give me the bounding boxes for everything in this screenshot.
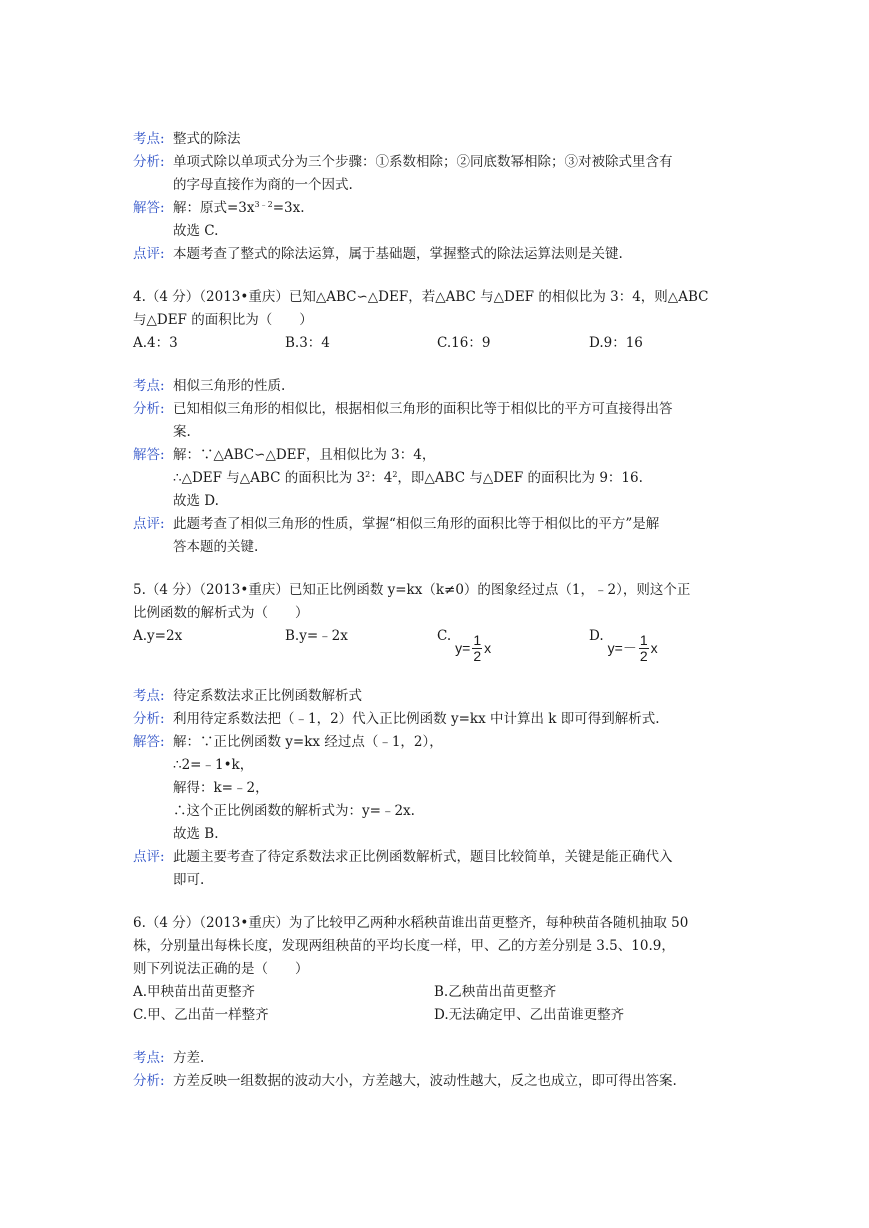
q5-dianping-line-2: 即可. [173,872,205,888]
q4-kaodian-row [133,375,743,398]
q6-stem-line-2: 株，分别量出每株长度，发现两组秧苗的平均长度一样，甲、乙的方差分别是 3.5、10.9， [133,938,675,954]
q6-fenxi-text: 方差反映一组数据的波动大小，方差越大，波动性越大，反之也成立，即可得出答案. [173,1073,677,1089]
q3-jieda-pre: 解：原式=3x [173,200,255,216]
jieda-label: 解答: [133,447,165,463]
fenxi-label: 分析: [133,1073,165,1089]
q6-kaodian-text: 方差. [173,1050,205,1066]
kaodian-label: 考点: [133,688,165,704]
q6-option-d: D.无法确定甲、乙出苗谁更整齐 [434,1007,625,1023]
q4-dianping-row [133,513,743,559]
q4-stem-line-2: 与△DEF 的面积比为（ ） [133,312,313,328]
fraction [639,633,649,664]
jieda-label: 解答: [133,734,165,750]
q4-jieda-line-2 [173,467,743,490]
q4-option-d: D.9：16 [589,335,643,351]
q6-option-c: C.甲、乙出苗一样整齐 [133,1007,269,1023]
dianping-label: 点评: [133,849,165,865]
fraction-denominator: 2 [473,648,482,664]
jieda-label: 解答: [133,200,165,216]
q6-kaodian-row [133,1047,743,1070]
q5-jieda-row [133,731,743,846]
q3-dianping-text: 本题考查了整式的除法运算，属于基础题，掌握整式的除法运算法则是关键. [173,246,623,262]
q4-jieda-row [133,444,743,513]
q5-option-c-formula [455,633,491,664]
formula-lhs: y= [455,640,471,656]
q4-dianping-line-2: 答本题的关键. [173,539,259,555]
formula-lhs: y=－ [607,640,637,656]
q4-option-b: B.3：4 [285,335,330,351]
kaodian-label: 考点: [133,1050,165,1066]
q5-option-d-formula [608,633,658,664]
q4-kaodian-text: 相似三角形的性质. [173,378,286,394]
q4-stem-line-1: 4.（4 分）（2013•重庆）已知△ABC∽△DEF，若△ABC 与△DEF 的相似比为 3：4，则△ABC [133,289,709,305]
q4-fenxi-row [133,398,743,444]
q6-stem-line-1: 6.（4 分）（2013•重庆）为了比较甲乙两种水稻秧苗谁出苗更整齐，每种秧苗各随机抽取 50 [133,915,689,931]
q3-dianping-row [133,243,743,266]
q5-option-c [437,625,589,671]
fraction-numerator: 1 [639,632,648,648]
q3-fenxi-row [133,151,743,197]
fraction-denominator: 2 [639,648,648,664]
q5-dianping-row [133,846,743,892]
fenxi-label: 分析: [133,401,165,417]
dianping-label: 点评: [133,516,165,532]
q3-kaodian-row [133,128,743,151]
q3-jieda-line-1 [173,197,743,220]
q4-jieda-line-3: 故选 D. [173,493,219,509]
formula-variable: x [650,640,658,656]
q6-options-row-2 [133,1004,743,1027]
fenxi-label: 分析: [133,154,165,170]
q3-fenxi-line-2: 的字母直接作为商的一个因式. [173,177,353,193]
fenxi-label: 分析: [133,711,165,727]
fraction [472,633,482,664]
q4-fenxi-line-2: 案. [173,424,191,440]
q6-option-a: A.甲秧苗出苗更整齐 [133,984,256,1000]
q4-jieda-line-1: 解：∵△ABC∽△DEF，且相似比为 3：4， [173,447,436,463]
q5-jieda-line-4: ∴这个正比例函数的解析式为：y=﹣2x. [173,803,415,819]
q3-fenxi-line-1: 单项式除以单项式分为三个步骤：①系数相除；②同底数幂相除；③对被除式里含有 [173,154,673,170]
q5-fenxi-row [133,708,743,731]
q5-jieda-line-1: 解：∵正比例函数 y=kx 经过点（﹣1，2）， [173,734,443,750]
q5-jieda-line-5: 故选 B. [173,826,219,842]
q6-stem-line-3: 则下列说法正确的是（ ） [133,961,309,977]
q5-option-d [589,625,658,671]
q5-dianping-line-1: 此题主要考查了待定系数法求正比例函数解析式，题目比较简单，关键是能正确代入 [173,849,673,865]
q6-option-b: B.乙秧苗出苗更整齐 [434,984,557,1000]
q3-jieda-exponent: 3﹣2 [254,200,273,209]
q3-jieda-post: =3x. [272,200,305,216]
q4-dianping-line-1: 此题考查了相似三角形的性质，掌握“相似三角形的面积比等于相似比的平方”是解 [173,516,660,532]
q4-jieda-2a: ∴△DEF 与△ABC 的面积比为 3 [173,470,366,486]
q4-fenxi-line-1: 已知相似三角形的相似比，根据相似三角形的面积比等于相似比的平方可直接得出答 [173,401,673,417]
q4-exponent-2: 2 [392,470,398,479]
q5-option-c-letter: C. [437,628,452,644]
q5-option-d-letter: D. [589,628,604,644]
q5-kaodian-row [133,685,743,708]
q4-jieda-2b: ：4 [370,470,393,486]
q4-option-c: C.16：9 [437,335,491,351]
kaodian-label: 考点: [133,378,165,394]
q3-kaodian-text: 整式的除法 [173,131,241,147]
q5-fenxi-text: 利用待定系数法把（﹣1，2）代入正比例函数 y=kx 中计算出 k 即可得到解析式. [173,711,660,727]
kaodian-label: 考点: [133,131,165,147]
q3-jieda-row [133,197,743,243]
q4-jieda-2c: ，即△ABC 与△DEF 的面积比为 9：16. [397,470,643,486]
q5-jieda-line-3: 解得：k=﹣2， [173,780,269,796]
document-page [133,128,743,1093]
q5-kaodian-text: 待定系数法求正比例函数解析式 [173,688,362,704]
q6-fenxi-row [133,1070,743,1093]
q4-options [133,332,743,355]
q5-stem-line-2: 比例函数的解析式为（ ） [133,605,309,621]
q3-jieda-line-2: 故选 C. [173,223,219,239]
q4-option-a: A.4：3 [133,335,178,351]
formula-variable: x [484,640,492,656]
q6-options-row-1 [133,981,743,1004]
fraction-numerator: 1 [473,632,482,648]
q5-option-a: A.y=2x [133,628,183,644]
q5-option-b: B.y=﹣2x [285,628,348,644]
q5-jieda-line-2: ∴2=﹣1•k， [173,757,254,773]
q5-options [133,625,743,671]
q4-exponent-1: 2 [365,470,371,479]
q5-stem-line-1: 5.（4 分）（2013•重庆）已知正比例函数 y=kx（k≠0）的图象经过点（1，﹣2），则这个正 [133,582,691,598]
dianping-label: 点评: [133,246,165,262]
